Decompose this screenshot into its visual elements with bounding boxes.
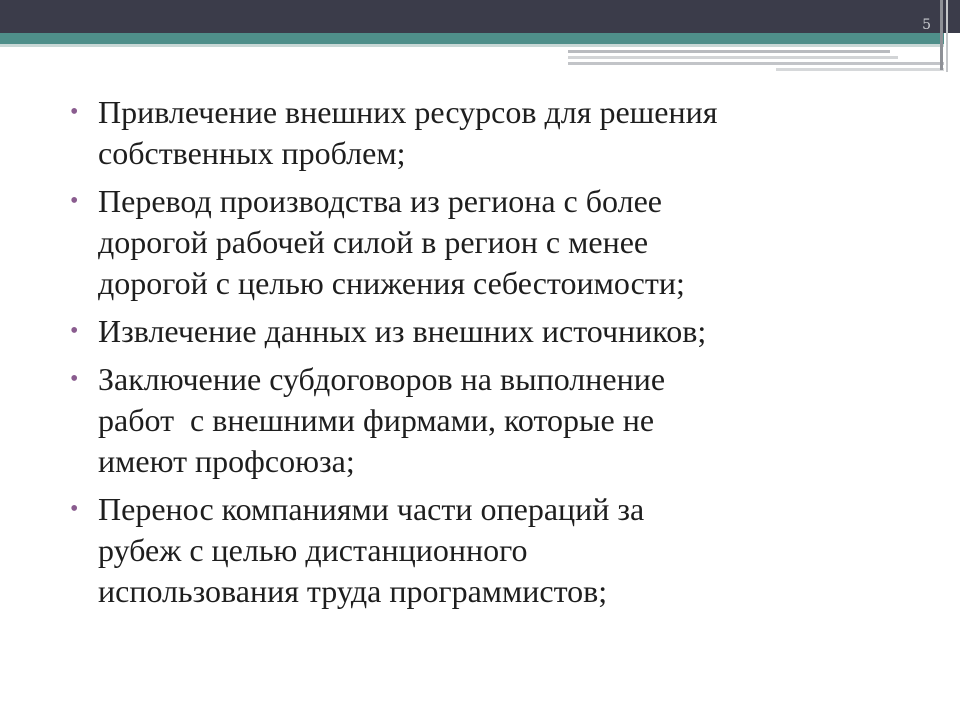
decorative-line xyxy=(568,50,890,53)
decorative-line xyxy=(568,62,944,65)
top-bar xyxy=(0,0,960,33)
bullet-text-line: Перенос компаниями части операций за xyxy=(98,491,645,527)
bullet-list xyxy=(70,92,910,619)
bullet-text-line: дорогой с целью снижения себестоимости; xyxy=(98,265,685,301)
bullet-text-line: работ с внешними фирмами, которые не xyxy=(98,402,655,438)
bullet-text-line: рубеж с целью дистанционного xyxy=(98,532,528,568)
decorative-vertical-line xyxy=(940,0,943,70)
header-stripe-highlight xyxy=(0,44,944,47)
header-stripe xyxy=(0,33,944,44)
bullet-text-line: Перевод производства из региона с более xyxy=(98,183,662,219)
decorative-vertical-line xyxy=(946,0,948,72)
bullet-dot-icon: • xyxy=(70,496,79,522)
bullet-item xyxy=(70,489,910,612)
bullet-dot-icon: • xyxy=(70,366,79,392)
bullet-dot-icon: • xyxy=(70,318,79,344)
decorative-line xyxy=(568,56,898,59)
bullet-text-line: Заключение субдоговоров на выполнение xyxy=(98,361,666,397)
bullet-item xyxy=(70,92,910,174)
bullet-text-line: дорогой рабочей силой в регион с менее xyxy=(98,224,649,260)
bullet-text-line: использования труда программистов; xyxy=(98,573,608,609)
bullet-text-line: Привлечение внешних ресурсов для решения xyxy=(98,94,718,130)
bullet-dot-icon: • xyxy=(70,188,79,214)
decorative-line xyxy=(776,68,944,71)
bullet-text-line: имеют профсоюза; xyxy=(98,443,355,479)
bullet-item xyxy=(70,181,910,304)
bullet-text-line: Извлечение данных из внешних источников; xyxy=(98,313,707,349)
bullet-dot-icon: • xyxy=(70,99,79,125)
bullet-item xyxy=(70,311,910,352)
slide-number: 5 xyxy=(922,17,931,33)
bullet-text-line: собственных проблем; xyxy=(98,135,406,171)
bullet-item xyxy=(70,359,910,482)
